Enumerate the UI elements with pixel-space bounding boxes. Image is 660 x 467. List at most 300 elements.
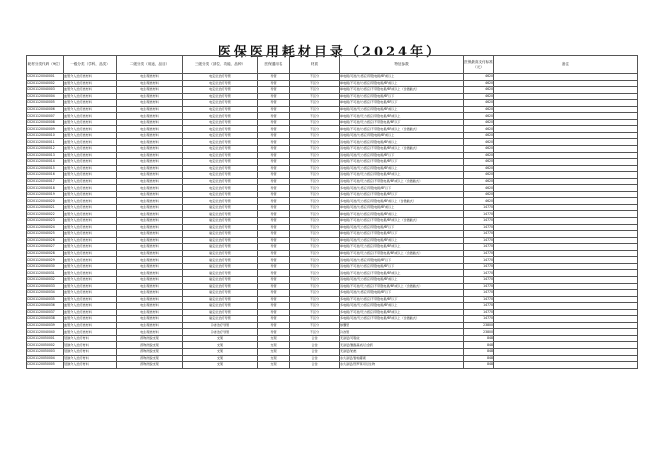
cell-level1: 血管介入治疗类材料 <box>64 257 117 264</box>
cell-level2: 电生理类材料 <box>117 263 183 270</box>
cell-max-price: 4620 <box>464 113 494 120</box>
header-level3: 三级分类（部位、功能、品种） <box>183 56 258 74</box>
cell-parameters: 多电极/可控/力感应/带隐电极/6F以下 <box>340 290 464 297</box>
cell-level1: 血管介入治疗类材料 <box>64 322 117 329</box>
cell-level3: 电定位治疗导管 <box>183 119 258 126</box>
table-header-row <box>27 56 638 74</box>
cell-max-price: 14770 <box>464 263 494 270</box>
cell-parameters: 双电极/不可控/无力感应/不带隐电极/6F或以上（含微截式） <box>340 178 464 185</box>
cell-level1: 血管介入治疗类材料 <box>64 74 117 81</box>
cell-max-price: 14770 <box>464 316 494 323</box>
cell-level2: 药物洗脱支架 <box>117 335 183 342</box>
cell-generic-name: 导管 <box>258 329 290 336</box>
cell-level3: 电定位治疗导管 <box>183 185 258 192</box>
cell-level2: 电生理类材料 <box>117 139 183 146</box>
cell-level1: 血管介入治疗类材料 <box>64 204 117 211</box>
cell-code: C0201120040012 <box>27 146 64 153</box>
cell-level3: 磁定位治疗导管 <box>183 316 258 323</box>
cell-material: 不区分 <box>290 257 340 264</box>
cell-level2: 电生理类材料 <box>117 152 183 159</box>
cell-material: 不区分 <box>290 224 340 231</box>
cell-level1: 血管介入治疗类材料 <box>64 159 117 166</box>
cell-max-price: 14770 <box>464 211 494 218</box>
cell-level1: 血管介入治疗类材料 <box>64 113 117 120</box>
cell-level1: 血管介入治疗类材料 <box>64 93 117 100</box>
cell-material: 不区分 <box>290 100 340 107</box>
cell-parameters: 多电极/可控/无力感应/带隐电极/6F或以上 <box>340 303 464 310</box>
cell-level1: 血管介入治疗类材料 <box>64 316 117 323</box>
cell-level1: 冠脉介入治疗材料 <box>64 362 117 369</box>
header-parameters: 特征参数 <box>340 56 464 74</box>
cell-parameters: 单电极/不可控/力感应/带隐电极/6F以下 <box>340 93 464 100</box>
cell-level3: 电定位治疗导管 <box>183 172 258 179</box>
cell-level3: 电定位治疗导管 <box>183 100 258 107</box>
cell-generic-name: 导管 <box>258 250 290 257</box>
cell-code: C0201120040005 <box>27 100 64 107</box>
cell-level2: 电生理类材料 <box>117 93 183 100</box>
cell-max-price: 4620 <box>464 126 494 133</box>
cell-max-price: 4620 <box>464 119 494 126</box>
cell-parameters: 无涂层/可吸收 <box>340 335 464 342</box>
cell-max-price: 4620 <box>464 106 494 113</box>
cell-code: C0201120040014 <box>27 159 64 166</box>
cell-generic-name: 导管 <box>258 276 290 283</box>
cell-material: 合金 <box>290 335 340 342</box>
cell-generic-name: 导管 <box>258 139 290 146</box>
cell-material: 不区分 <box>290 290 340 297</box>
cell-max-price: 14770 <box>464 231 494 238</box>
cell-level2: 电生理类材料 <box>117 198 183 205</box>
cell-max-price: 14770 <box>464 303 494 310</box>
cell-code: C0201120040032 <box>27 276 64 283</box>
cell-level3: 电定位治疗导管 <box>183 146 258 153</box>
cell-code: C0201120040037 <box>27 309 64 316</box>
cell-max-price: 4620 <box>464 80 494 87</box>
cell-max-price: 4620 <box>464 93 494 100</box>
cell-generic-name: 导管 <box>258 309 290 316</box>
cell-level1: 血管介入治疗类材料 <box>64 231 117 238</box>
cell-level1: 血管介入治疗类材料 <box>64 178 117 185</box>
cell-level2: 电生理类材料 <box>117 224 183 231</box>
cell-generic-name: 支架 <box>258 355 290 362</box>
cell-level3: 支架 <box>183 362 258 369</box>
cell-material: 不区分 <box>290 198 340 205</box>
cell-parameters: 多电极/不可控/力感应/不带隐电极/6F以下 <box>340 191 464 198</box>
cell-level2: 药物洗脱支架 <box>117 342 183 349</box>
cell-level1: 冠脉介入治疗材料 <box>64 342 117 349</box>
cell-material: 不区分 <box>290 152 340 159</box>
cell-level1: 冠脉介入治疗材料 <box>64 348 117 355</box>
cell-level1: 血管介入治疗类材料 <box>64 263 117 270</box>
cell-material: 不区分 <box>290 231 340 238</box>
cell-generic-name: 导管 <box>258 172 290 179</box>
cell-generic-name: 支架 <box>258 342 290 349</box>
cell-material: 不区分 <box>290 296 340 303</box>
cell-material: 不区分 <box>290 309 340 316</box>
cell-generic-name: 导管 <box>258 198 290 205</box>
cell-parameters: 无涂层/聚酯基质/合金药 <box>340 342 464 349</box>
cell-level1: 血管介入治疗类材料 <box>64 244 117 251</box>
cell-level2: 药物洗脱支架 <box>117 355 183 362</box>
cell-code: C0201120040040 <box>27 329 64 336</box>
cell-level3: 磁定位治疗导管 <box>183 237 258 244</box>
cell-generic-name: 导管 <box>258 152 290 159</box>
cell-code: C0201120040001 <box>27 74 64 81</box>
cell-material: 不区分 <box>290 132 340 139</box>
cell-code: C0201120040006 <box>27 106 64 113</box>
cell-parameters: 单电极/不可控/力感应/不带隐电极/6F或以上（含微截式） <box>340 218 464 225</box>
cell-parameters: 双电极/不可控/无力感应/带隐电极/6F或以上 <box>340 172 464 179</box>
cell-code: C0201120040033 <box>27 283 64 290</box>
cell-generic-name: 导管 <box>258 204 290 211</box>
cell-code: C0201120040009 <box>27 126 64 133</box>
cell-max-price: 23800 <box>464 329 494 336</box>
cell-generic-name: 导管 <box>258 211 290 218</box>
cell-generic-name: 导管 <box>258 165 290 172</box>
cell-parameters: 球囊型 <box>340 322 464 329</box>
cell-level1: 血管介入治疗类材料 <box>64 106 117 113</box>
cell-parameters: 单电极/可控/力感应/带隐电极/6F或以上 <box>340 74 464 81</box>
cell-level1: 血管介入治疗类材料 <box>64 119 117 126</box>
cell-level3: 电定位治疗导管 <box>183 191 258 198</box>
cell-code: C0201120040027 <box>27 244 64 251</box>
cell-material: 合金 <box>290 355 340 362</box>
cell-material: 不区分 <box>290 139 340 146</box>
cell-level2: 电生理类材料 <box>117 218 183 225</box>
header-generic-name: 医保通用名 <box>258 56 290 74</box>
header-remarks: 备注 <box>494 56 638 74</box>
table-row <box>27 362 638 369</box>
cell-level3: 磁定位治疗导管 <box>183 263 258 270</box>
cell-parameters: 单电极/不可控/力感应/不带隐电极/6F以下 <box>340 100 464 107</box>
cell-code: C0201120040026 <box>27 237 64 244</box>
cell-code: C0201120040024 <box>27 224 64 231</box>
cell-level1: 血管介入治疗类材料 <box>64 270 117 277</box>
cell-material: 合金 <box>290 342 340 349</box>
cell-generic-name: 导管 <box>258 106 290 113</box>
cell-level3: 冷冻治疗导管 <box>183 322 258 329</box>
cell-level3: 电定位治疗导管 <box>183 113 258 120</box>
cell-level2: 电生理类材料 <box>117 296 183 303</box>
cell-level2: 电生理类材料 <box>117 185 183 192</box>
cell-max-price: 14770 <box>464 270 494 277</box>
cell-code: C0201120040003 <box>27 87 64 94</box>
cell-level1: 血管介入治疗类材料 <box>64 126 117 133</box>
cell-generic-name: 导管 <box>258 74 290 81</box>
cell-parameters: 双电极/可控/无力感应/带隐电极/6F以下 <box>340 152 464 159</box>
cell-parameters: 多电极/不可控/力感应/不带隐电极/6F以下 <box>340 296 464 303</box>
cell-code: C0201120040015 <box>27 165 64 172</box>
cell-level2: 电生理类材料 <box>117 237 183 244</box>
cell-generic-name: 导管 <box>258 296 290 303</box>
cell-code: C0201120040036 <box>27 303 64 310</box>
cell-parameters: 永久涂层/雷帕霉素 <box>340 355 464 362</box>
cell-max-price: 848 <box>464 348 494 355</box>
cell-parameters: 单电极/可控/无力感应/带隐电极/6F以下 <box>340 224 464 231</box>
cell-code: C0201120040013 <box>27 152 64 159</box>
cell-code: C0201120040002 <box>27 80 64 87</box>
cell-generic-name: 支架 <box>258 348 290 355</box>
cell-generic-name: 导管 <box>258 132 290 139</box>
cell-level1: 血管介入治疗类材料 <box>64 224 117 231</box>
cell-code: C0201120040031 <box>27 270 64 277</box>
cell-level2: 电生理类材料 <box>117 283 183 290</box>
cell-generic-name: 导管 <box>258 270 290 277</box>
cell-generic-name: 导管 <box>258 113 290 120</box>
cell-code: C0201120040017 <box>27 178 64 185</box>
cell-generic-name: 导管 <box>258 218 290 225</box>
cell-parameters: 无涂层/铂类 <box>340 348 464 355</box>
cell-code: C0201120040022 <box>27 211 64 218</box>
cell-parameters: 单电极/不可控/力感应/带隐电极/6F或以上 <box>340 211 464 218</box>
cell-code: C0201120040019 <box>27 191 64 198</box>
cell-generic-name: 导管 <box>258 100 290 107</box>
cell-generic-name: 导管 <box>258 303 290 310</box>
cell-level2: 电生理类材料 <box>117 119 183 126</box>
cell-level3: 电定位治疗导管 <box>183 178 258 185</box>
cell-parameters: 双电极/可控/力感应/带隐电极/6F或以上 <box>340 132 464 139</box>
cell-parameters: 单电极/不可控/力感应/不带隐电极/6F或以上（含微截式） <box>340 87 464 94</box>
header-level2: 二级分类（用途，品目） <box>117 56 183 74</box>
cell-max-price: 14770 <box>464 276 494 283</box>
cell-level3: 电定位治疗导管 <box>183 152 258 159</box>
cell-parameters: 多电极/可控/无力感应/带隐电极/6F或以上（含微截式） <box>340 198 464 205</box>
cell-level3: 支架 <box>183 355 258 362</box>
cell-code: C0201120040021 <box>27 204 64 211</box>
cell-material: 不区分 <box>290 80 340 87</box>
cell-generic-name: 导管 <box>258 178 290 185</box>
cell-level1: 血管介入治疗类材料 <box>64 296 117 303</box>
cell-max-price: 4620 <box>464 165 494 172</box>
cell-level3: 电定位治疗导管 <box>183 198 258 205</box>
cell-level3: 磁定位治疗导管 <box>183 204 258 211</box>
cell-parameters: 双电极/不可控/力感应/带隐电极/6F以下 <box>340 263 464 270</box>
cell-level2: 电生理类材料 <box>117 80 183 87</box>
cell-level3: 电定位治疗导管 <box>183 74 258 81</box>
cell-max-price: 4620 <box>464 185 494 192</box>
cell-max-price: 14770 <box>464 218 494 225</box>
cell-level2: 电生理类材料 <box>117 329 183 336</box>
cell-parameters: 单电极/可控/无力感应/带隐电极/6F或以上 <box>340 237 464 244</box>
cell-level2: 电生理类材料 <box>117 126 183 133</box>
cell-code: C0201120050004 <box>27 355 64 362</box>
cell-material: 不区分 <box>290 126 340 133</box>
cell-parameters: 双电极/不可控/无力感应/不带隐电极/6F或以上（含微截式） <box>340 283 464 290</box>
cell-parameters: 多电极/可控/无力感应/不带隐电极/6F或以上（含微截式） <box>340 316 464 323</box>
cell-max-price: 14770 <box>464 250 494 257</box>
cell-parameters: 双电极/不可控/力感应/带隐电极/6F或以上 <box>340 139 464 146</box>
cell-generic-name: 导管 <box>258 290 290 297</box>
cell-level3: 磁定位治疗导管 <box>183 257 258 264</box>
cell-material: 不区分 <box>290 211 340 218</box>
cell-generic-name: 导管 <box>258 224 290 231</box>
cell-level3: 磁定位治疗导管 <box>183 211 258 218</box>
cell-material: 不区分 <box>290 303 340 310</box>
cell-level2: 电生理类材料 <box>117 172 183 179</box>
cell-material: 不区分 <box>290 218 340 225</box>
cell-material: 不区分 <box>290 237 340 244</box>
cell-max-price: 14770 <box>464 283 494 290</box>
cell-code: C0201120040029 <box>27 257 64 264</box>
cell-remarks <box>494 362 638 369</box>
cell-parameters: 单电极/可控/力感应/带隐电极/6F或以上 <box>340 204 464 211</box>
cell-level1: 血管介入治疗类材料 <box>64 100 117 107</box>
cell-level3: 电定位治疗导管 <box>183 139 258 146</box>
cell-parameters: 单电极/不可控/力感应/带隐电极/6F或以上 <box>340 80 464 87</box>
cell-generic-name: 导管 <box>258 126 290 133</box>
cell-max-price: 4620 <box>464 87 494 94</box>
cell-parameters: 单电极/不可控/无力感应/带隐电极/6F或以上 <box>340 113 464 120</box>
cell-level1: 血管介入治疗类材料 <box>64 146 117 153</box>
cell-level3: 磁定位治疗导管 <box>183 231 258 238</box>
cell-level1: 血管介入治疗类材料 <box>64 290 117 297</box>
cell-max-price: 4620 <box>464 198 494 205</box>
cell-code: C0201120040038 <box>27 316 64 323</box>
cell-level3: 电定位治疗导管 <box>183 165 258 172</box>
cell-generic-name: 导管 <box>258 283 290 290</box>
cell-material: 不区分 <box>290 87 340 94</box>
cell-code: C0201120040023 <box>27 218 64 225</box>
cell-level1: 血管介入治疗类材料 <box>64 172 117 179</box>
table-body <box>27 74 638 369</box>
cell-level3: 电定位治疗导管 <box>183 93 258 100</box>
cell-code: C0201120040018 <box>27 185 64 192</box>
cell-generic-name: 支架 <box>258 362 290 369</box>
cell-material: 合金 <box>290 362 340 369</box>
cell-code: C0201120040004 <box>27 93 64 100</box>
cell-level2: 药物洗脱支架 <box>117 362 183 369</box>
cell-max-price: 4620 <box>464 132 494 139</box>
header-level1: 一级分类（学科，品类） <box>64 56 117 74</box>
cell-material: 不区分 <box>290 276 340 283</box>
cell-level1: 冠脉介入治疗材料 <box>64 355 117 362</box>
cell-level1: 血管介入治疗类材料 <box>64 276 117 283</box>
cell-max-price: 4620 <box>464 139 494 146</box>
cell-max-price: 23800 <box>464 322 494 329</box>
cell-material: 不区分 <box>290 191 340 198</box>
cell-max-price: 848 <box>464 355 494 362</box>
cell-generic-name: 导管 <box>258 191 290 198</box>
cell-parameters: 双电极/可控/无力感应/带隐电极/6F或以上 <box>340 276 464 283</box>
cell-level2: 电生理类材料 <box>117 106 183 113</box>
cell-max-price: 4620 <box>464 100 494 107</box>
cell-material: 合金 <box>290 348 340 355</box>
cell-generic-name: 导管 <box>258 93 290 100</box>
cell-material: 不区分 <box>290 250 340 257</box>
cell-generic-name: 导管 <box>258 80 290 87</box>
cell-level3: 磁定位治疗导管 <box>183 290 258 297</box>
cell-level3: 冷冻治疗导管 <box>183 329 258 336</box>
cell-level1: 血管介入治疗类材料 <box>64 132 117 139</box>
cell-generic-name: 导管 <box>258 146 290 153</box>
cell-level3: 磁定位治疗导管 <box>183 276 258 283</box>
cell-parameters: 多电极/可控/力感应/带隐电极/6F以下 <box>340 185 464 192</box>
cell-max-price: 848 <box>464 335 494 342</box>
cell-level2: 电生理类材料 <box>117 159 183 166</box>
cell-level2: 电生理类材料 <box>117 244 183 251</box>
cell-max-price: 4620 <box>464 178 494 185</box>
cell-level1: 血管介入治疗类材料 <box>64 152 117 159</box>
cell-level3: 磁定位治疗导管 <box>183 309 258 316</box>
cell-level2: 电生理类材料 <box>117 165 183 172</box>
cell-code: C0201120040007 <box>27 113 64 120</box>
cell-material: 不区分 <box>290 146 340 153</box>
cell-parameters: 双电极/可控/无力感应/带隐电极/6F或以上 <box>340 165 464 172</box>
cell-code: C0201120040039 <box>27 322 64 329</box>
cell-code: C0201120040025 <box>27 231 64 238</box>
header-material: 材质 <box>290 56 340 74</box>
cell-parameters: 双电极/不可控/力感应/不带隐电极/6F以下 <box>340 159 464 166</box>
cell-generic-name: 导管 <box>258 263 290 270</box>
cell-level1: 血管介入治疗类材料 <box>64 329 117 336</box>
cell-max-price: 4620 <box>464 146 494 153</box>
cell-code: C0201120040010 <box>27 132 64 139</box>
cell-level3: 磁定位治疗导管 <box>183 250 258 257</box>
cell-code: C0201120040030 <box>27 263 64 270</box>
cell-code: C0201120040028 <box>27 250 64 257</box>
consumables-table <box>26 55 638 369</box>
cell-level3: 电定位治疗导管 <box>183 87 258 94</box>
cell-code: C0201120040008 <box>27 119 64 126</box>
cell-parameters: 多电极/不可控/无力感应/带隐电极/6F或以上 <box>340 309 464 316</box>
cell-max-price: 14770 <box>464 224 494 231</box>
cell-level3: 磁定位治疗导管 <box>183 303 258 310</box>
cell-material: 不区分 <box>290 113 340 120</box>
document-title: 医保医用耗材目录（2024年） <box>217 45 443 60</box>
cell-level3: 支架 <box>183 342 258 349</box>
cell-level2: 电生理类材料 <box>117 178 183 185</box>
cell-level2: 电生理类材料 <box>117 250 183 257</box>
cell-material: 不区分 <box>290 159 340 166</box>
cell-level1: 血管介入治疗类材料 <box>64 87 117 94</box>
cell-level3: 电定位治疗导管 <box>183 106 258 113</box>
cell-level2: 电生理类材料 <box>117 204 183 211</box>
cell-max-price: 14770 <box>464 237 494 244</box>
cell-max-price: 848 <box>464 342 494 349</box>
cell-level1: 血管介入治疗类材料 <box>64 80 117 87</box>
cell-generic-name: 支架 <box>258 335 290 342</box>
cell-max-price: 4620 <box>464 172 494 179</box>
cell-material: 不区分 <box>290 119 340 126</box>
cell-level3: 磁定位治疗导管 <box>183 283 258 290</box>
cell-level3: 电定位治疗导管 <box>183 80 258 87</box>
cell-level3: 电定位治疗导管 <box>183 159 258 166</box>
cell-max-price: 4620 <box>464 159 494 166</box>
cell-parameters: 单电极/不可控/无力感应/不带隐电极/6F或以上（含微截式） <box>340 250 464 257</box>
cell-parameters: 双电极/可控/力感应/带隐电极/6F以下 <box>340 257 464 264</box>
cell-code: C0201120050002 <box>27 342 64 349</box>
cell-level2: 电生理类材料 <box>117 276 183 283</box>
cell-level1: 血管介入治疗类材料 <box>64 303 117 310</box>
cell-max-price: 4620 <box>464 152 494 159</box>
cell-generic-name: 导管 <box>258 322 290 329</box>
cell-parameters: 永久涂层/西罗莫司衍生物 <box>340 362 464 369</box>
cell-level2: 电生理类材料 <box>117 309 183 316</box>
cell-generic-name: 导管 <box>258 231 290 238</box>
header-code: 耗材分类代码（9位） <box>27 56 64 74</box>
cell-level2: 电生理类材料 <box>117 74 183 81</box>
cell-level3: 磁定位治疗导管 <box>183 270 258 277</box>
cell-material: 不区分 <box>290 106 340 113</box>
cell-code: C0201120040020 <box>27 198 64 205</box>
cell-code: C0201120050003 <box>27 348 64 355</box>
cell-level3: 电定位治疗导管 <box>183 126 258 133</box>
cell-level2: 电生理类材料 <box>117 87 183 94</box>
cell-generic-name: 导管 <box>258 119 290 126</box>
cell-level2: 电生理类材料 <box>117 146 183 153</box>
cell-level1: 血管介入治疗类材料 <box>64 198 117 205</box>
cell-level1: 血管介入治疗类材料 <box>64 250 117 257</box>
